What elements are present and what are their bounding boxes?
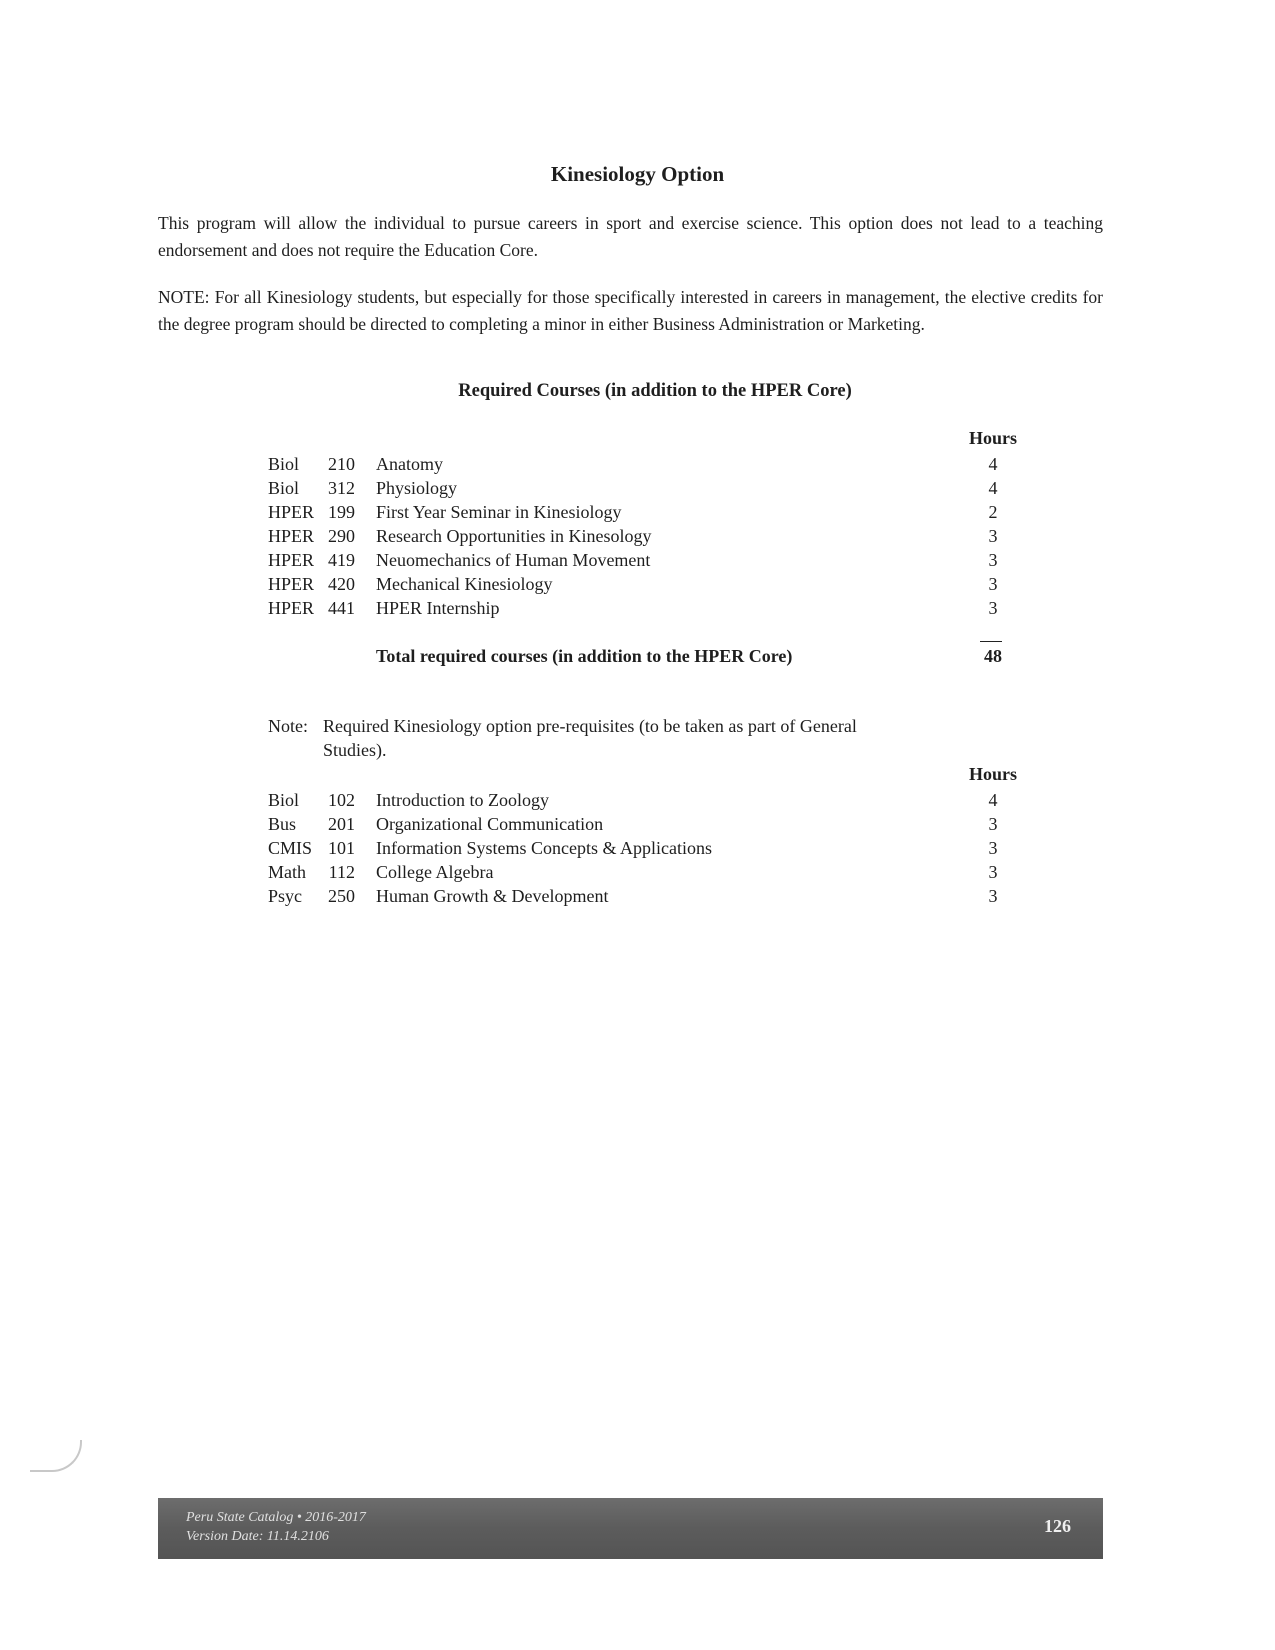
prereq-courses-table: [268, 788, 1048, 908]
total-required-label: Total required courses (in addition to the HPER Core): [376, 646, 793, 666]
table-row: [268, 476, 1048, 500]
course-name: First Year Seminar in Kinesiology: [376, 502, 622, 522]
course-dept: Psyc: [268, 886, 303, 906]
course-dept: HPER: [268, 598, 315, 618]
course-number: 199: [328, 502, 355, 522]
hours-column-header: Hours: [968, 764, 1017, 784]
course-dept: Biol: [268, 454, 300, 474]
course-number: 441: [328, 598, 355, 618]
course-name: Neuomechanics of Human Movement: [376, 550, 651, 570]
page-footer: [158, 1498, 1103, 1559]
course-number: 210: [328, 454, 355, 474]
prereq-note-label: Note:: [268, 716, 308, 736]
course-number: 250: [328, 886, 355, 906]
table-row: [268, 500, 1048, 524]
course-hours: 4: [988, 454, 998, 474]
course-number: 420: [328, 574, 355, 594]
required-courses-table: [268, 452, 1048, 620]
course-dept: Biol: [268, 790, 300, 810]
course-dept: HPER: [268, 526, 315, 546]
course-dept: Biol: [268, 478, 300, 498]
course-dept: Bus: [268, 814, 297, 834]
course-name: Information Systems Concepts & Applications: [376, 838, 712, 858]
course-dept: HPER: [268, 502, 315, 522]
note-paragraph: [158, 284, 1103, 338]
course-name: College Algebra: [376, 862, 494, 882]
course-dept: Math: [268, 862, 306, 882]
prereq-note-text: Required Kinesiology option pre-requisites (to be taken as part of General Studies).: [323, 716, 857, 760]
table-row: [268, 596, 1048, 620]
page-number: 126: [1044, 1516, 1071, 1536]
course-name: Organizational Communication: [376, 814, 604, 834]
course-hours: 3: [988, 574, 998, 594]
course-hours: 3: [988, 814, 998, 834]
footer-catalog-info: [186, 1508, 366, 1546]
course-hours: 2: [988, 502, 998, 522]
course-number: 419: [328, 550, 355, 570]
course-hours: 3: [988, 550, 998, 570]
course-dept: HPER: [268, 574, 315, 594]
note-text: For all Kinesiology students, but especially for those specifically interested in careers in management, the elective credits for the degree program should be directed to completing a minor in either Business Administration or Marketing.: [158, 287, 1104, 334]
table-row: [268, 836, 1048, 860]
course-name: Introduction to Zoology: [376, 790, 549, 810]
footer-version-line: Version Date: 11.14.2106: [186, 1529, 329, 1544]
required-courses-heading: Required Courses (in addition to the HPER Core): [458, 381, 852, 401]
course-number: 201: [328, 814, 355, 834]
table-row: [268, 788, 1048, 812]
footer-catalog-line: Peru State Catalog • 2016-2017: [186, 1510, 366, 1525]
intro-paragraph: This program will allow the individual to pursue careers in sport and exercise science. This option does not lead to a teaching endorsement and does not require the Education Core.: [158, 213, 1103, 260]
table-row: [268, 812, 1048, 836]
table-row: [268, 884, 1048, 908]
course-hours: 3: [988, 886, 998, 906]
table-row: [268, 452, 1048, 476]
course-dept: CMIS: [268, 838, 313, 858]
course-number: 290: [328, 526, 355, 546]
course-number: 112: [328, 862, 355, 882]
total-divider: [980, 641, 1002, 642]
course-name: HPER Internship: [376, 598, 500, 618]
course-hours: 3: [988, 598, 998, 618]
course-name: Human Growth & Development: [376, 886, 609, 906]
table-row: [268, 524, 1048, 548]
course-hours: 3: [988, 862, 998, 882]
course-name: Research Opportunities in Kinesology: [376, 526, 652, 546]
course-hours: 3: [988, 838, 998, 858]
course-name: Physiology: [376, 478, 458, 498]
table-row: [268, 548, 1048, 572]
course-number: 312: [328, 478, 355, 498]
note-label: NOTE:: [158, 287, 210, 307]
course-dept: HPER: [268, 550, 315, 570]
course-name: Anatomy: [376, 454, 443, 474]
course-number: 101: [328, 838, 355, 858]
total-required-hours: 48: [984, 646, 1002, 666]
prereq-note: [268, 714, 868, 762]
table-row: [268, 572, 1048, 596]
course-hours: 3: [988, 526, 998, 546]
page-title: Kinesiology Option: [550, 162, 725, 186]
course-number: 102: [328, 790, 355, 810]
table-row: [268, 860, 1048, 884]
hours-column-header: Hours: [968, 428, 1017, 448]
course-hours: 4: [988, 478, 998, 498]
scan-artifact: [30, 1440, 82, 1472]
course-hours: 4: [988, 790, 998, 810]
course-name: Mechanical Kinesiology: [376, 574, 553, 594]
